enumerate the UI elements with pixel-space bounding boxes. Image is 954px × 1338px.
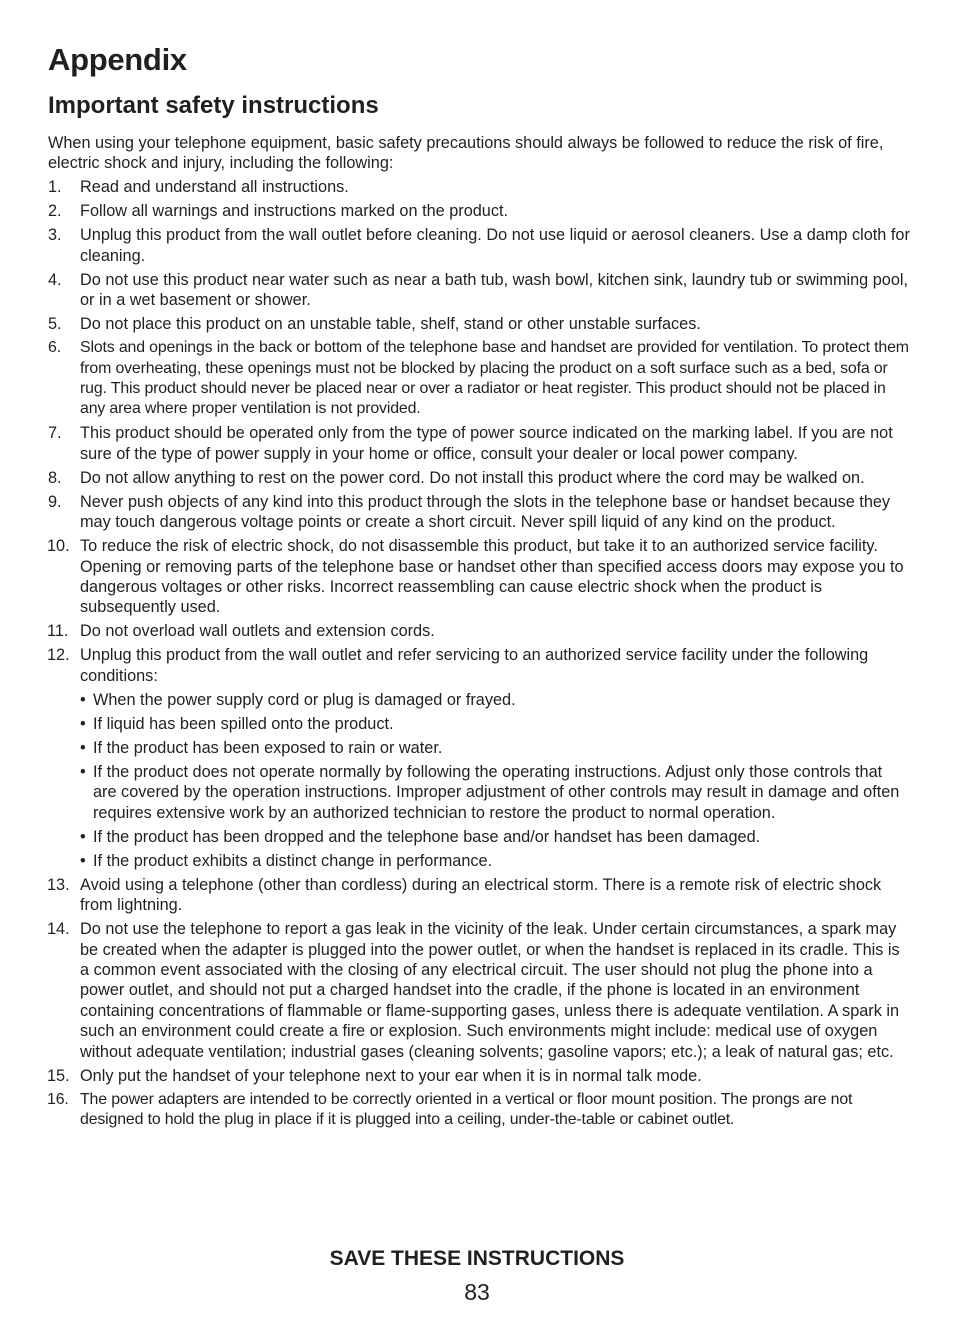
bullet-icon: • [80, 738, 86, 757]
item-number: 11. [47, 622, 69, 641]
condition-item [80, 690, 910, 710]
bullet-icon: • [80, 690, 86, 709]
item-text: The power adapters are intended to be correctly oriented in a vertical or floor mount position. The prongs are not designed to hold the plug in place if it is plugged into a ceiling, under-the-table or cabinet outlet. [80, 1090, 853, 1128]
save-instructions-notice: SAVE THESE INSTRUCTIONS [329, 1247, 625, 1270]
list-item [48, 338, 910, 420]
bullet-icon: • [80, 714, 86, 733]
item-number: 3. [48, 226, 62, 245]
conditions-list [80, 690, 910, 871]
condition-text: When the power supply cord or plug is damaged or frayed. [93, 690, 516, 709]
condition-text: If the product has been dropped and the telephone base and/or handset has been damaged. [93, 827, 761, 846]
item-number: 13. [47, 875, 70, 894]
item-text: Only put the handset of your telephone next to your ear when it is in normal talk mode. [80, 1066, 702, 1085]
page-number: 83 [464, 1279, 490, 1305]
list-item [48, 536, 910, 618]
item-text: Slots and openings in the back or bottom of the telephone base and handset are provided for ventilation. To protect them from overheating, these openings must not be blocked by placing the product on a soft surface such as a bed, sofa or rug. This product should never be placed near or over a radiator or heat register. This product should not be placed in any area where proper ventilation is not provided. [80, 339, 909, 418]
item-number: 7. [48, 424, 62, 443]
item-text: Do not use this product near water such as near a bath tub, wash bowl, kitchen sink, laundry tub or swimming pool, or in a wet basement or shower. [80, 270, 909, 310]
item-number: 6. [48, 339, 61, 357]
list-item [48, 875, 910, 916]
bullet-icon: • [80, 827, 86, 846]
list-item [48, 270, 910, 311]
page-content [48, 40, 910, 1130]
condition-item [80, 714, 910, 734]
condition-text: If the product exhibits a distinct change in performance. [93, 851, 493, 870]
item-number: 1. [48, 178, 62, 197]
item-text: Do not allow anything to rest on the power cord. Do not install this product where the cord may be walked on. [80, 468, 865, 487]
item-number: 10. [47, 537, 70, 556]
item-text: Read and understand all instructions. [80, 178, 349, 197]
list-item [48, 423, 910, 464]
condition-item [80, 738, 910, 758]
list-item [48, 1066, 910, 1086]
safety-instructions-list [48, 177, 910, 1130]
item-number: 8. [48, 468, 62, 487]
condition-text: If liquid has been spilled onto the product. [93, 714, 394, 733]
item-number: 16. [47, 1090, 69, 1108]
condition-item [80, 827, 910, 847]
bullet-icon: • [80, 762, 86, 781]
item-number: 5. [48, 315, 62, 334]
item-number: 12. [47, 646, 70, 665]
item-text: Never push objects of any kind into this product through the slots in the telephone base or handset because they may touch dangerous voltage points or create a short circuit. Never spill liquid of any kind on the product. [80, 492, 891, 532]
list-item [48, 645, 910, 871]
list-item [48, 468, 910, 488]
list-item [48, 492, 910, 533]
item-number: 2. [48, 202, 62, 221]
condition-item [80, 762, 910, 823]
item-text: Avoid using a telephone (other than cordless) during an electrical storm. There is a remote risk of electric shock from lightning. [80, 875, 882, 915]
item-text: Do not place this product on an unstable table, shelf, stand or other unstable surfaces. [80, 315, 701, 334]
bullet-icon: • [80, 851, 86, 870]
item-number: 15. [47, 1066, 70, 1085]
item-text: Unplug this product from the wall outlet and refer servicing to an authorized service facility under the following conditions: [80, 646, 869, 685]
list-item [48, 201, 910, 221]
condition-text: If the product has been exposed to rain or water. [93, 738, 443, 757]
section-title: Important safety instructions [48, 92, 379, 119]
item-number: 9. [48, 492, 62, 511]
list-item [48, 1090, 910, 1131]
list-item [48, 177, 910, 197]
item-text: Unplug this product from the wall outlet before cleaning. Do not use liquid or aerosol cleaners. Use a damp cloth for cleaning. [80, 226, 910, 265]
list-item [48, 621, 910, 641]
item-text: Follow all warnings and instructions marked on the product. [80, 202, 509, 221]
list-item [48, 225, 910, 266]
intro-paragraph: When using your telephone equipment, basic safety precautions should always be followed to reduce the risk of fire, electric shock and injury, including the following: [48, 134, 884, 173]
condition-item [80, 851, 910, 871]
item-text: This product should be operated only from the type of power source indicated on the marking label. If you are not sure of the type of power supply in your home or office, consult your dealer or local power company. [80, 424, 893, 463]
item-text: Do not use the telephone to report a gas leak in the vicinity of the leak. Under certain circumstances, a spark may be created when the adapter is plugged into the power outlet, or when the handset is replaced in its cradle. This is a common event associated with the closing of any electrical circuit. The user should not plug the phone into a power outlet, and should not put a charged handset into the cradle, if the phone is located in an environment containing concentrations of flammable or flame-supporting gases, unless there is adequate ventilation. A spark in such an environment could create a fire or explosion. Such environments might include: medical use of oxygen without adequate ventilation; industrial gases (cleaning solvents; gasoline vapors; etc.); a leak of natural gas; etc. [80, 920, 900, 1061]
page-title: Appendix [48, 42, 187, 77]
item-text: To reduce the risk of electric shock, do not disassemble this product, but take it to an authorized service facility. Opening or removing parts of the telephone base or handset other than specified access doors may expose you to dangerous voltages or other risks. Incorrect reassembling can cause electric shock when the product is subsequently used. [80, 537, 904, 617]
item-number: 14. [47, 920, 70, 939]
condition-text: If the product does not operate normally by following the operating instructions. Adjust only those controls that are covered by the operation instructions. Improper adjustment of other controls may result in damage and often requires extensive work by an authorized technician to restore the product to normal operation. [93, 762, 900, 822]
item-number: 4. [48, 270, 62, 289]
list-item [48, 919, 910, 1062]
item-text: Do not overload wall outlets and extension cords. [80, 622, 435, 641]
list-item [48, 314, 910, 334]
